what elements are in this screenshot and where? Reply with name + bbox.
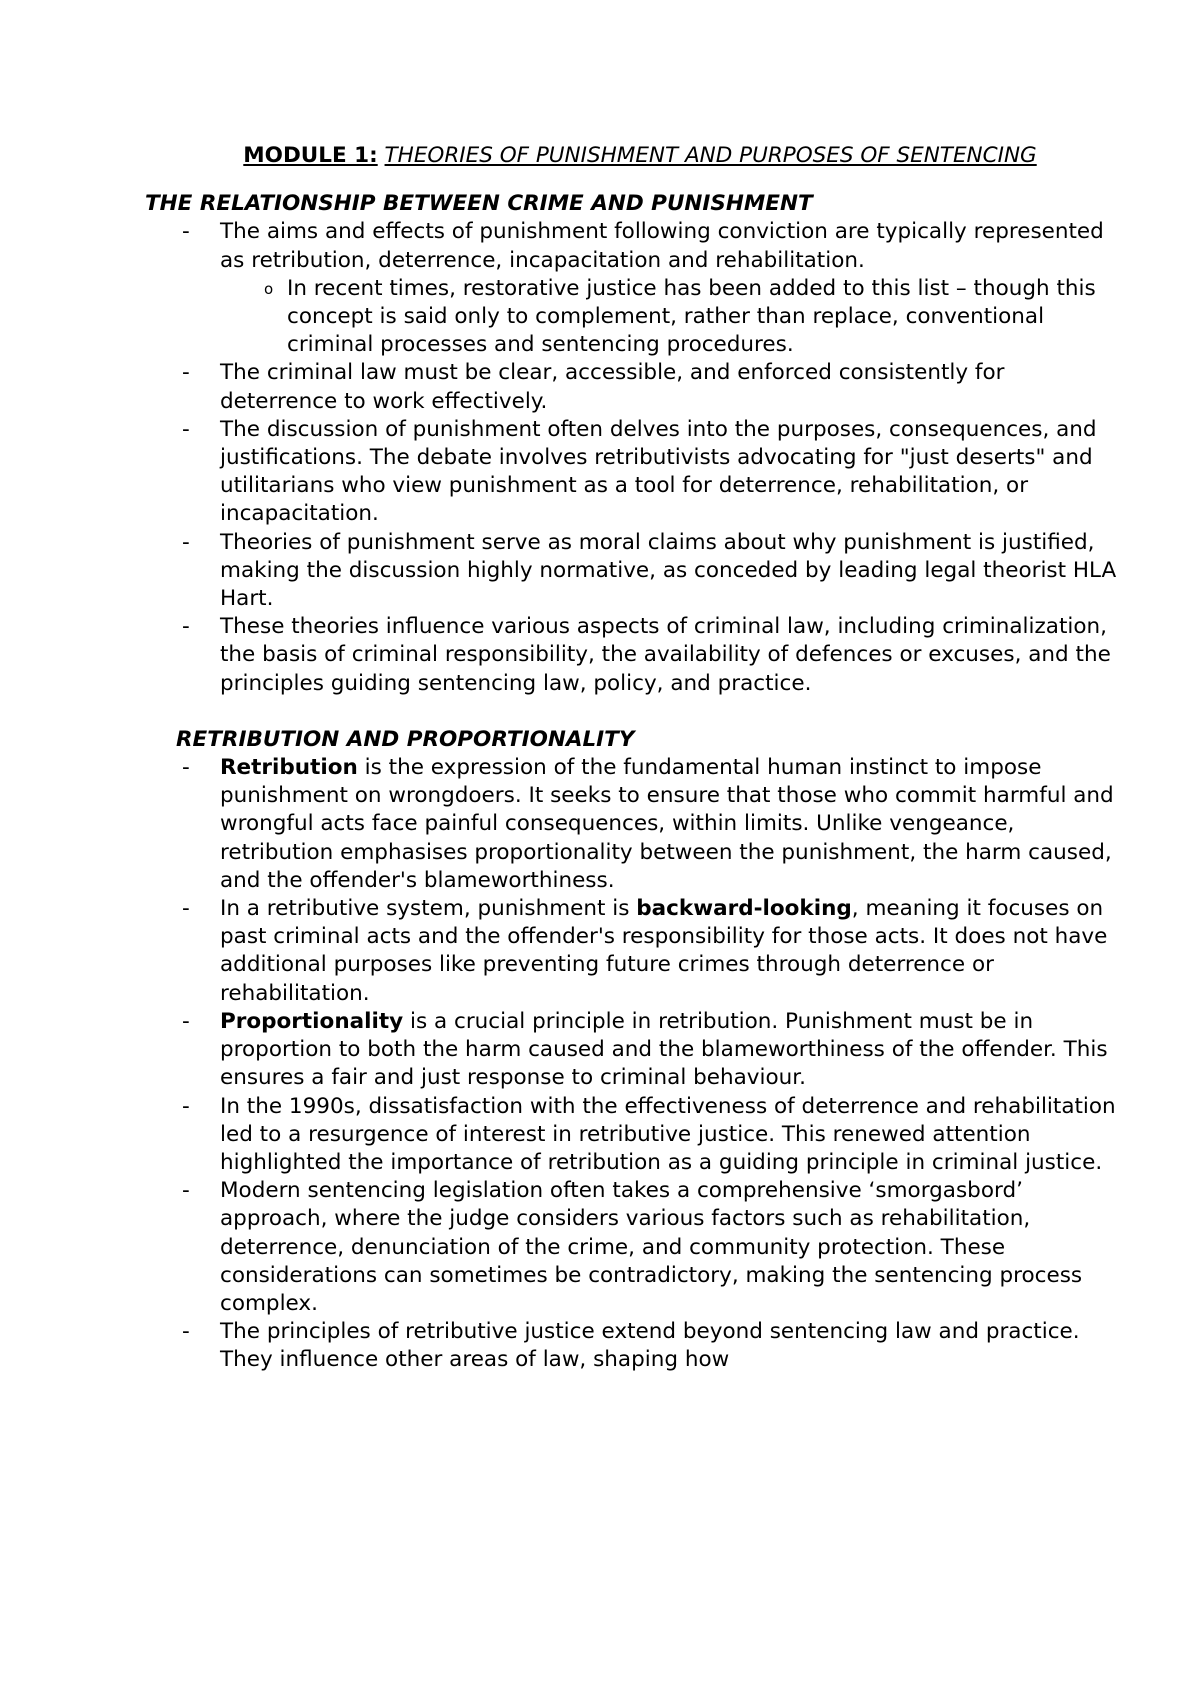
list-item-text: The principles of retributive justice extend beyond sentencing law and practice. They influence other areas of law, shaping how (220, 1319, 1080, 1373)
dash-bullet: - (182, 360, 190, 386)
dash-bullet: - (182, 1093, 190, 1119)
section-retribution (145, 726, 1120, 1375)
bullet-list (145, 218, 1120, 697)
sub-list-item (212, 275, 1120, 360)
module-title: THEORIES OF PUNISHMENT AND PURPOSES OF SENTENCING (384, 143, 1037, 168)
document-title (145, 142, 1120, 170)
list-item-text: In a retributive system, punishment is (220, 896, 637, 922)
bold-term: backward-looking (636, 896, 852, 922)
dash-bullet: - (182, 755, 190, 781)
list-item-text: In the 1990s, dissatisfaction with the effectiveness of deterrence and rehabilitation led to a resurgence of interest in retributive justice. This renewed attention highlighted the importance of retribution as a guiding principle in criminal justice. (220, 1093, 1116, 1175)
list-item-text: is the expression of the fundamental human instinct to impose punishment on wrongdoers. It seeks to ensure that those who commit harmful and wrongful acts face painful consequences, within limits. Unlike vengeance, retribution emphasises proportionality between the punishment, the harm caused, and the offender's blameworthiness. (220, 755, 1114, 893)
sub-bullet-list (220, 275, 1120, 360)
list-item (145, 218, 1120, 359)
list-item-text: is a crucial principle in retribution. Punishment must be in proportion to both the harm caused and the blameworthiness of the offender. This ensures a fair and just response to criminal behaviour. (220, 1008, 1108, 1091)
module-label: MODULE 1: (243, 143, 378, 168)
list-item-text: These theories influence various aspects of criminal law, including criminalization, the basis of criminal responsibility, the availability of defences or excuses, and the principles guiding sentencing law, policy, and practice. (220, 614, 1111, 696)
list-item (145, 613, 1120, 698)
list-item-text: Modern sentencing legislation often takes a comprehensive ‘smorgasbord’ approach, where the judge considers various factors such as rehabilitation, deterrence, denunciation of the crime, and community protection. These considerations can sometimes be contradictory, making the sentencing process complex. (220, 1178, 1083, 1316)
dash-bullet: - (182, 529, 190, 555)
list-item (145, 416, 1120, 529)
list-item (145, 754, 1120, 895)
dash-bullet: - (182, 896, 190, 922)
list-item (145, 529, 1120, 614)
dash-bullet: - (182, 614, 190, 640)
dash-bullet: - (182, 1178, 190, 1204)
list-item (145, 1177, 1120, 1318)
dash-bullet: - (182, 219, 190, 245)
dash-bullet: - (182, 1008, 190, 1034)
list-item (145, 359, 1120, 415)
list-item-text: The discussion of punishment often delves into the purposes, consequences, and justifications. The debate involves retributivists advocating for "just deserts" and utilitarians who view punishment as a tool for deterrence, rehabilitation, or incapacitation. (220, 416, 1097, 527)
circle-bullet-icon: o (264, 279, 274, 298)
bold-term: Retribution (220, 755, 358, 781)
list-item-text: , meaning it focuses on past criminal acts and the offender's responsibility for those acts. It does not have additional purposes like preventing future crimes through deterrence or rehabilitation. (220, 896, 1108, 1006)
list-item-text: The aims and effects of punishment following conviction are typically represented as retribution, deterrence, incapacitation and rehabilitation. (220, 219, 1104, 273)
list-item (145, 1318, 1120, 1374)
list-item (145, 1093, 1120, 1178)
section-heading: THE RELATIONSHIP BETWEEN CRIME AND PUNISHMENT (145, 191, 813, 217)
sub-list-item-text: In recent times, restorative justice has been added to this list – though this concept is said only to complement, rather than replace, conventional criminal processes and sentencing procedures. (287, 275, 1096, 358)
section-heading: RETRIBUTION AND PROPORTIONALITY (176, 726, 635, 752)
bullet-list (145, 754, 1120, 1374)
list-item-text: Theories of punishment serve as moral claims about why punishment is justified, making the discussion highly normative, as conceded by leading legal theorist HLA Hart. (220, 529, 1117, 612)
dash-bullet: - (182, 1319, 190, 1345)
list-item (145, 895, 1120, 1008)
list-item (145, 1008, 1120, 1093)
dash-bullet: - (182, 416, 190, 442)
section-crime-punishment (145, 190, 1120, 698)
list-item-text: The criminal law must be clear, accessible, and enforced consistently for deterrence to work effectively. (220, 360, 1005, 414)
bold-term: Proportionality (220, 1008, 404, 1034)
